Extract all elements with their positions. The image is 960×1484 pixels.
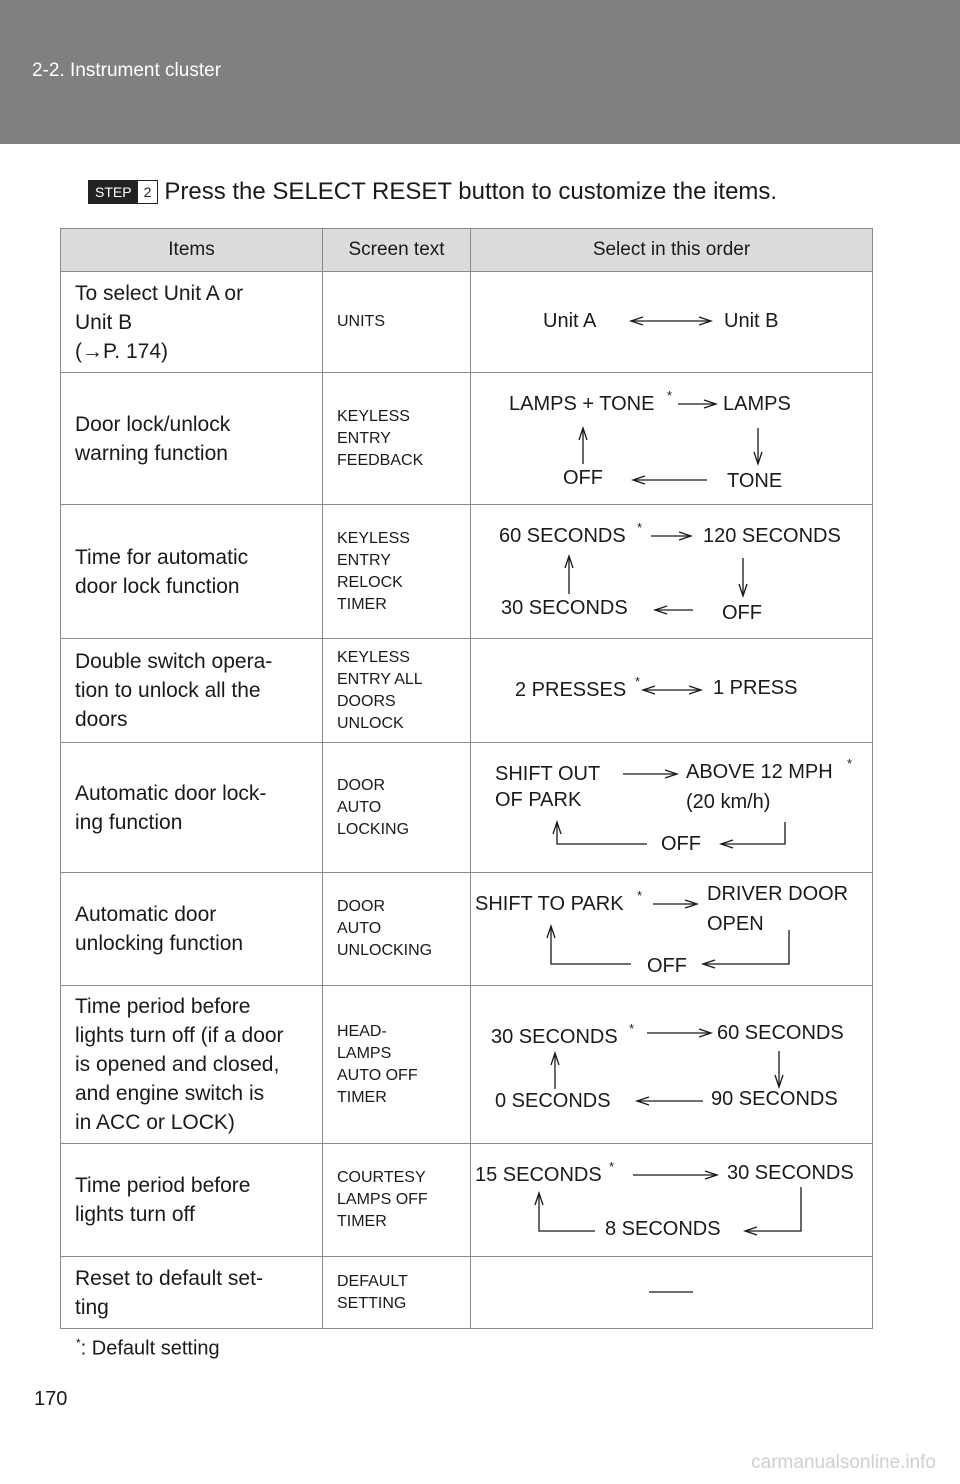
step-instruction	[88, 178, 777, 206]
order-option-label: SHIFT OUT	[495, 762, 601, 785]
order-arrow	[775, 1051, 783, 1087]
screen-text-line: ENTRY	[337, 551, 391, 569]
order-option-label: 15 SECONDS	[475, 1163, 602, 1186]
order-option-label: TONE	[727, 469, 783, 492]
select-order-cell	[471, 272, 873, 373]
screen-text-line: KEYLESS	[337, 529, 410, 547]
order-option-label: OFF	[563, 466, 603, 489]
default-marker: *	[637, 887, 643, 903]
order-diagram	[471, 987, 873, 1143]
order-arrow	[655, 606, 693, 614]
screen-text-line: TIMER	[337, 1088, 387, 1106]
table-header-row	[61, 229, 873, 272]
screen-text-line: DOOR	[337, 776, 385, 794]
order-option-label: 60 SECONDS	[499, 524, 626, 547]
select-order-cell	[471, 743, 873, 873]
order-diagram	[471, 1145, 873, 1256]
order-diagram	[471, 874, 873, 985]
order-option-label: (20 km/h)	[686, 790, 771, 813]
item-line: lights turn off (if a door	[75, 1024, 284, 1047]
order-arrow	[754, 428, 762, 464]
order-option-label: OFF	[647, 954, 687, 977]
screen-text-line: LOCKING	[337, 820, 410, 838]
select-order-cell	[471, 505, 873, 639]
page-number: 170	[34, 1388, 68, 1410]
screen-text-line: AUTO OFF	[337, 1066, 418, 1084]
item-cell	[61, 505, 323, 639]
order-arrow	[547, 926, 631, 964]
order-option-label: 30 SECONDS	[501, 596, 628, 619]
order-option-label: 30 SECONDS	[491, 1025, 618, 1048]
order-option-label: Unit A	[543, 309, 597, 332]
item-line: Time for automatic	[75, 545, 249, 569]
item-line: Door lock/unlock	[75, 412, 231, 436]
order-option-label: 8 SECONDS	[605, 1217, 721, 1240]
table-row	[61, 505, 873, 639]
order-arrow	[678, 400, 716, 408]
order-arrow	[623, 770, 677, 778]
item-line: lights turn off	[75, 1203, 195, 1226]
order-diagram	[471, 1258, 873, 1328]
item-line: is opened and closed,	[75, 1053, 280, 1076]
item-line: in ACC or LOCK)	[75, 1111, 235, 1134]
order-option-label: LAMPS + TONE	[509, 392, 655, 415]
default-marker: *	[847, 755, 853, 771]
page-header	[0, 0, 960, 144]
item-line: Reset to default set-	[75, 1266, 263, 1290]
order-arrow	[633, 1171, 717, 1179]
screen-text-cell	[323, 373, 471, 505]
item-cell	[61, 1257, 323, 1329]
screen-text-cell	[323, 272, 471, 373]
order-arrow	[643, 686, 701, 694]
table-row	[61, 373, 873, 505]
order-diagram	[471, 640, 873, 742]
order-arrow	[551, 1053, 559, 1089]
order-arrow	[637, 1097, 703, 1105]
item-line: ing function	[75, 810, 183, 834]
screen-text-line: ENTRY ALL	[337, 670, 423, 688]
step-badge-number: 2	[143, 184, 152, 200]
select-order-cell	[471, 986, 873, 1144]
screen-text-cell	[323, 743, 471, 873]
screen-text-line: UNLOCKING	[337, 942, 433, 959]
order-arrow	[633, 476, 707, 484]
item-line: ting	[75, 1295, 109, 1319]
order-arrow	[703, 930, 789, 968]
select-order-cell	[471, 373, 873, 505]
order-arrow	[651, 532, 691, 540]
screen-text-line: KEYLESS	[337, 407, 410, 425]
screen-text-line: RELOCK	[337, 573, 403, 591]
order-option-label: SHIFT TO PARK	[475, 892, 624, 915]
select-order-cell	[471, 1144, 873, 1257]
screen-text-line: AUTO	[337, 798, 382, 816]
order-option-label: 60 SECONDS	[717, 1021, 844, 1044]
screen-text-line: HEAD-	[337, 1022, 387, 1040]
order-option-label: OPEN	[707, 912, 764, 935]
section-title: 2-2. Instrument cluster	[32, 60, 222, 81]
order-arrow	[535, 1193, 595, 1231]
item-line: Time period before	[75, 1174, 251, 1197]
item-line: unlocking function	[75, 932, 244, 955]
screen-text-line: SETTING	[337, 1294, 407, 1312]
table-row	[61, 272, 873, 373]
watermark: carmanualsonline.info	[751, 1452, 936, 1473]
column-header-screen-text: Screen text	[323, 229, 471, 272]
screen-text-line: TIMER	[337, 1213, 387, 1230]
screen-text-cell	[323, 505, 471, 639]
item-line: warning function	[75, 441, 228, 465]
footnote	[76, 1336, 220, 1361]
item-line: tion to unlock all the	[75, 679, 261, 702]
item-line: and engine switch is	[75, 1082, 265, 1105]
screen-text-line: LAMPS OFF	[337, 1191, 428, 1208]
item-line: Automatic door lock-	[75, 781, 267, 805]
order-option-label: OFF	[661, 832, 701, 855]
item-cell	[61, 873, 323, 986]
default-marker: *	[629, 1020, 635, 1036]
table-row	[61, 873, 873, 986]
order-diagram	[471, 744, 873, 872]
default-marker: *	[635, 673, 641, 689]
table-row	[61, 986, 873, 1144]
item-cell	[61, 1144, 323, 1257]
step-text: Press the SELECT RESET button to customize the items.	[164, 178, 778, 205]
table-row	[61, 743, 873, 873]
screen-text-cell	[323, 1144, 471, 1257]
screen-text-cell	[323, 639, 471, 743]
order-diagram	[471, 374, 873, 504]
order-option-label: 1 PRESS	[713, 676, 798, 699]
order-option-label: OF PARK	[495, 788, 582, 811]
order-option-label: 0 SECONDS	[495, 1089, 611, 1112]
default-marker: *	[637, 519, 643, 535]
item-line: door lock function	[75, 574, 240, 598]
screen-text-cell	[323, 1257, 471, 1329]
footnote-text: : Default setting	[80, 1337, 220, 1360]
item-cell	[61, 272, 323, 373]
screen-text-line: TIMER	[337, 595, 387, 613]
select-order-cell	[471, 1257, 873, 1329]
column-header-items: Items	[61, 229, 323, 272]
item-cell	[61, 639, 323, 743]
order-arrow	[745, 1187, 801, 1235]
screen-text-line: COURTESY	[337, 1169, 426, 1186]
column-header-select-order: Select in this order	[471, 229, 873, 272]
screen-text-cell	[323, 873, 471, 986]
order-option-label: ABOVE 12 MPH	[686, 760, 833, 783]
item-line: Unit B	[75, 310, 133, 334]
screen-text-line: DOORS	[337, 692, 396, 710]
order-diagram	[471, 273, 873, 372]
order-option-label: 120 SECONDS	[703, 524, 841, 547]
footnote-mark: *	[76, 1336, 81, 1350]
order-arrow	[631, 317, 711, 325]
item-line: To select Unit A or	[75, 281, 244, 305]
table-row	[61, 1257, 873, 1329]
item-cell	[61, 743, 323, 873]
settings-table	[60, 228, 873, 1329]
order-option-label: Unit B	[724, 309, 779, 332]
item-cell	[61, 373, 323, 505]
screen-text-cell	[323, 986, 471, 1144]
order-diagram	[471, 506, 873, 638]
order-arrow	[739, 558, 747, 596]
order-arrow	[579, 428, 587, 464]
screen-text-line: ENTRY	[337, 429, 391, 447]
item-line: Double switch opera-	[75, 650, 273, 673]
screen-text-line: DEFAULT	[337, 1272, 408, 1290]
select-order-cell	[471, 873, 873, 986]
item-line: doors	[75, 708, 128, 731]
item-line: Automatic door	[75, 903, 217, 926]
step-badge	[88, 180, 158, 204]
screen-text-line: UNLOCK	[337, 714, 404, 732]
screen-text-line: AUTO	[337, 920, 382, 937]
default-marker: *	[609, 1158, 615, 1174]
order-option-label: LAMPS	[723, 392, 791, 415]
select-order-cell	[471, 639, 873, 743]
screen-text-line: LAMPS	[337, 1044, 392, 1062]
step-badge-word: STEP	[89, 181, 138, 203]
screen-text-line: KEYLESS	[337, 648, 410, 666]
item-line: Time period before	[75, 995, 251, 1018]
item-line: (→P. 174)	[75, 339, 168, 363]
order-option-label: 30 SECONDS	[727, 1161, 854, 1184]
screen-text-line: UNITS	[337, 313, 385, 330]
order-arrow	[721, 822, 785, 848]
order-option-label: OFF	[722, 601, 762, 624]
order-option-label: 90 SECONDS	[711, 1087, 838, 1110]
order-option-label: 2 PRESSES	[515, 678, 627, 701]
order-option-label: DRIVER DOOR	[707, 882, 849, 905]
order-arrow	[565, 556, 573, 594]
order-arrow	[653, 900, 697, 908]
table-row	[61, 1144, 873, 1257]
order-arrow	[647, 1029, 711, 1037]
screen-text-line: FEEDBACK	[337, 451, 424, 469]
order-arrow	[553, 822, 647, 844]
table-row	[61, 639, 873, 743]
screen-text-line: DOOR	[337, 898, 385, 915]
default-marker: *	[667, 387, 673, 403]
item-cell	[61, 986, 323, 1144]
